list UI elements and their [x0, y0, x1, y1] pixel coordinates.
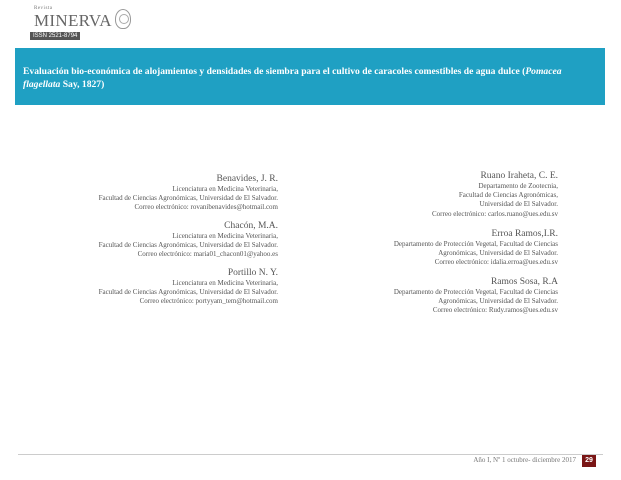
- title-banner: [15, 48, 605, 105]
- issn-badge: ISSN 2521-8794: [30, 32, 80, 40]
- author-affiliation: Departamento de Zootecnia,: [478, 182, 558, 190]
- article-title: [23, 65, 598, 91]
- author-name: Chacón, M.A.: [224, 221, 278, 231]
- author-block: [99, 267, 278, 307]
- author-block: [99, 220, 278, 260]
- author-email: Correo electrónico: carlos.ruano@ues.edu.sv: [432, 209, 558, 218]
- author-block: [394, 228, 558, 268]
- author-email: Correo electrónico: maria01_chacon01@yahoo.es: [137, 250, 278, 259]
- author-block: [432, 170, 558, 219]
- author-affiliation: Licenciatura en Medicina Veterinaria,: [172, 185, 278, 193]
- university-seal-icon: [115, 9, 131, 29]
- author-affiliation: Licenciatura en Medicina Veterinaria,: [172, 232, 278, 240]
- logo-main-text: MINERVA: [34, 11, 112, 30]
- author-affiliation: Facultad de Ciencias Agronómicas, Universidad de El Salvador.: [98, 194, 278, 203]
- page-number: 29: [582, 455, 596, 467]
- author-email: Correo electrónico: portyyam_tem@hotmail.com: [139, 297, 278, 306]
- author-affiliation: Licenciatura en Medicina Veterinaria,: [172, 279, 278, 287]
- author-name: Benavides, J. R.: [216, 174, 278, 184]
- author-block: [99, 173, 278, 213]
- author-affiliation: Facultad de Ciencias Agronómicas, Universidad de El Salvador.: [98, 288, 278, 297]
- author-name: Ruano Iraheta, C. E.: [480, 171, 558, 181]
- title-species: Pomacea flagellata: [23, 66, 562, 90]
- author-affiliation: Departamento de Protección Vegetal, Facultad de Ciencias: [393, 288, 558, 296]
- author-name: Portillo N. Y.: [227, 268, 278, 278]
- author-affiliation: Facultad de Ciencias Agronómicas,: [458, 191, 558, 200]
- author-affiliation: Departamento de Protección Vegetal, Facultad de Ciencias: [393, 240, 558, 248]
- author-affiliation: Agronómicas, Universidad de El Salvador.: [438, 297, 558, 306]
- author-name: Ramos Sosa, R.A: [490, 277, 558, 287]
- footer-issue: Año I, Nº 1 octubre- diciembre 2017: [473, 456, 576, 464]
- author-affiliation: Facultad de Ciencias Agronómicas, Universidad de El Salvador.: [98, 241, 278, 250]
- title-tail: Say, 1827): [60, 79, 105, 90]
- author-email: Correo electrónico: rovanibenavides@hotmail.com: [134, 203, 278, 212]
- author-block: [394, 276, 558, 316]
- author-name: Erroa Ramos,I.R.: [491, 229, 558, 239]
- author-affiliation: Agronómicas, Universidad de El Salvador.: [438, 249, 558, 258]
- title-main: Evaluación bio-económica de alojamientos y densidades de siembra para el cultivo de caracoles comestibles de agua dulce (: [23, 66, 526, 77]
- footer-divider: [18, 454, 603, 455]
- author-email: Correo electrónico: idalia.erroa@ues.edu.sv: [434, 258, 558, 267]
- logo-small-text: Revista: [34, 6, 53, 11]
- author-affiliation: Universidad de El Salvador.: [479, 200, 558, 209]
- author-email: Correo electrónico: Rudy.ramos@ues.edu.sv: [432, 306, 558, 315]
